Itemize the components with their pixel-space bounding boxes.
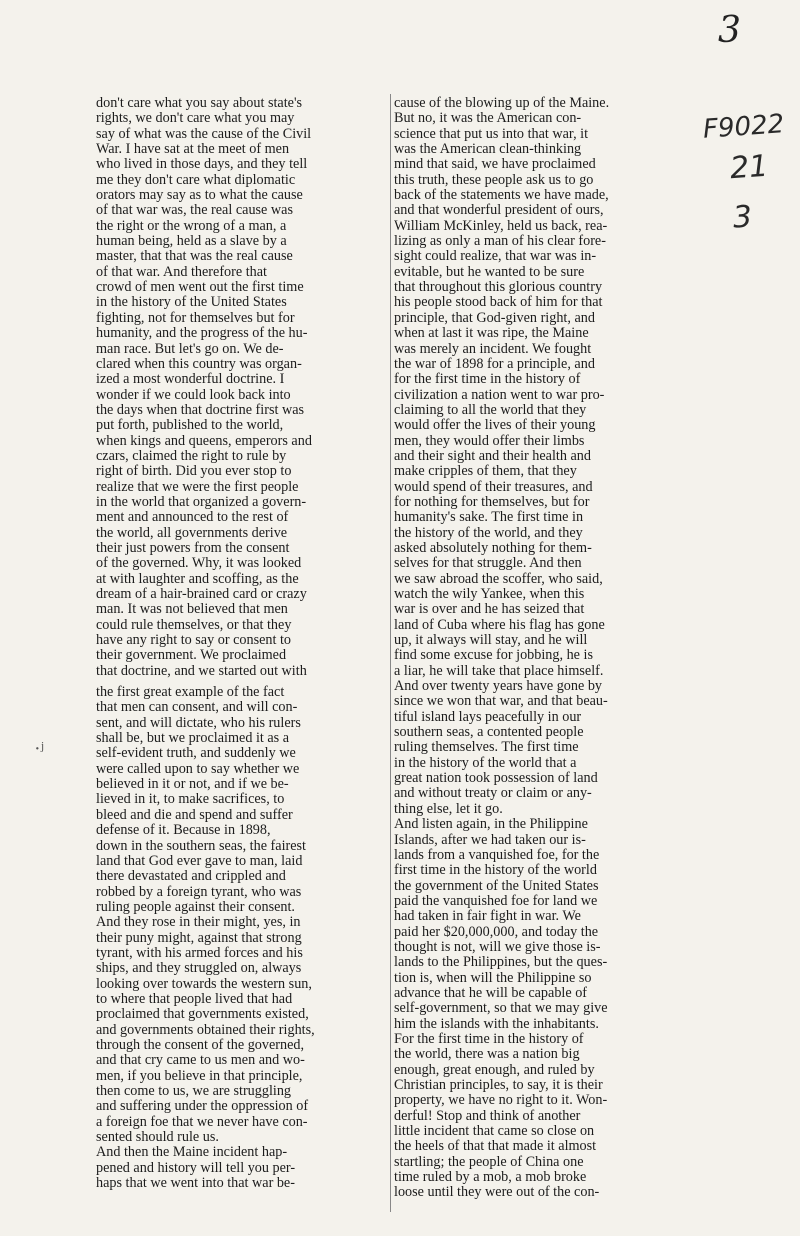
text-line: and governments obtained their rights, <box>96 1022 315 1038</box>
text-line: land of Cuba where his flag has gone <box>394 617 605 633</box>
text-line: at with laughter and scoffing, as the <box>96 571 299 587</box>
text-line: who lived in those days, and they tell <box>96 157 308 173</box>
text-line: southern seas, a contented people <box>394 725 584 741</box>
text-line: human being, held as a slave by a <box>96 234 287 250</box>
text-line: for nothing for themselves, but for <box>394 494 590 510</box>
text-line: their government. We proclaimed <box>96 648 287 664</box>
text-line: of that war. And therefore that <box>96 264 267 280</box>
text-line: were called upon to say whether we <box>96 761 300 777</box>
text-line: the government of the United States <box>394 878 599 894</box>
text-line: men, they would offer their limbs <box>394 433 585 449</box>
text-line: have any right to say or consent to <box>96 633 292 649</box>
text-line: man. It was not believed that men <box>96 602 288 618</box>
text-line: haps that we went into that war be- <box>96 1176 295 1192</box>
text-line: startling; the people of China one <box>394 1154 584 1170</box>
text-line: czars, claimed the right to rule by <box>96 448 287 464</box>
text-line: of the governed. Why, it was looked <box>96 556 302 572</box>
text-line: believed in it or not, and if we be- <box>96 777 289 793</box>
text-line: to where that people lived that had <box>96 991 293 1007</box>
text-line: when kings and queens, emperors and <box>96 433 312 449</box>
text-line: the right or the wrong of a man, a <box>96 218 287 234</box>
text-line: lands to the Philippines, but the ques- <box>394 955 608 971</box>
column-divider <box>390 94 391 1212</box>
text-line: paid the vanquished foe for land we <box>394 893 598 909</box>
text-line: in the history of the United States <box>96 295 287 311</box>
text-line: and that cry came to us men and wo- <box>96 1053 305 1069</box>
text-line: down in the southern seas, the fairest <box>96 838 306 854</box>
text-line: science that put us into that war, it <box>394 126 589 142</box>
text-line: there devastated and crippled and <box>96 869 286 885</box>
text-line: that doctrine, and we started out with <box>96 663 307 679</box>
text-line: realize that we were the first people <box>96 479 299 495</box>
text-line: their just powers from the consent <box>96 540 290 556</box>
text-line: watch the wily Yankee, when this <box>394 587 585 602</box>
text-line: up, it always will stay, and he will <box>394 633 588 649</box>
text-line: shall be, but we proclaimed it as a <box>96 731 290 747</box>
text-line: man race. But let's go on. We de- <box>96 341 284 357</box>
text-line: proclaimed that governments existed, <box>96 1007 309 1023</box>
text-line: tiful island lays peacefully in our <box>394 709 582 725</box>
text-line: advance that he will be capable of <box>394 985 588 1001</box>
text-line: asked absolutely nothing for them- <box>394 540 592 556</box>
text-line: But no, it was the American con- <box>394 111 582 127</box>
text-line: lieved in it, to make sacrifices, to <box>96 792 285 808</box>
text-line: say of what was the cause of the Civil <box>96 126 312 142</box>
text-line: lands from a vanquished foe, for the <box>394 847 600 863</box>
text-line: clared when this country was organ- <box>96 356 302 372</box>
text-line: self-evident truth, and suddenly we <box>96 746 296 762</box>
text-line: their puny might, against that strong <box>96 930 302 946</box>
text-line: sent, and will dictate, who his rulers <box>96 715 301 731</box>
text-line: For the first time in the history of <box>394 1031 584 1047</box>
text-line: and that wonderful president of ours, <box>394 203 604 219</box>
text-line: humanity's sake. The first time in <box>394 510 584 526</box>
margin-mark: ·ʲ <box>34 738 44 760</box>
text-line: ized a most wonderful doctrine. I <box>96 372 285 388</box>
text-line: claiming to all the world that they <box>394 402 587 418</box>
text-line: a foreign foe that we never have con- <box>96 1114 308 1130</box>
text-line: land that God ever gave to man, laid <box>96 853 303 869</box>
text-line: cause of the blowing up of the Maine. <box>394 96 610 111</box>
text-line: could rule themselves, or that they <box>96 617 292 633</box>
text-line: first time in the history of the world <box>394 863 597 879</box>
text-line: then come to us, we are struggling <box>96 1084 292 1099</box>
text-line: right of birth. Did you ever stop to <box>96 464 292 480</box>
text-line: had taken in fair fight in war. We <box>394 909 581 925</box>
text-line: derful! Stop and think of another <box>394 1108 581 1124</box>
text-line: crowd of men went out the first time <box>96 280 304 296</box>
text-line: tion is, when will the Philippine so <box>394 970 592 986</box>
text-line: And over twenty years have gone by <box>394 679 603 695</box>
text-line: the first great example of the fact <box>96 685 285 701</box>
text-line: men, if you believe in that principle, <box>96 1068 303 1084</box>
text-line: when at last it was ripe, the Maine <box>394 326 589 342</box>
text-line: him the islands with the inhabitants. <box>394 1016 599 1032</box>
handwritten-note-number: 21 <box>728 148 770 187</box>
text-line: ruling themselves. The first time <box>394 740 579 756</box>
text-line: orators may say as to what the cause <box>96 188 303 204</box>
text-line: his people stood back of him for that <box>394 295 603 311</box>
text-line: would spend of their treasures, and <box>394 479 593 495</box>
text-line: ment and announced to the rest of <box>96 510 289 526</box>
text-line: thing else, let it go. <box>394 801 503 817</box>
text-line: loose until they were out of the con- <box>394 1185 600 1201</box>
text-line: the heels of that that made it almost <box>394 1139 597 1155</box>
text-line: humanity, and the progress of the hu- <box>96 326 308 342</box>
text-line: selves for that struggle. And then <box>394 556 582 572</box>
text-line: and without treaty or claim or any- <box>394 786 592 802</box>
text-line: put forth, published to the world, <box>96 418 284 434</box>
text-line: Islands, after we had taken our is- <box>394 832 586 848</box>
text-line: of that war was, the real cause was <box>96 203 293 219</box>
text-line: And then the Maine incident hap- <box>96 1145 288 1161</box>
text-line: sight could realize, that war was in- <box>394 249 597 265</box>
text-line: bleed and die and spend and suffer <box>96 807 293 823</box>
text-line: property, we have no right to it. Won- <box>394 1093 608 1109</box>
text-line: that men can consent, and will con- <box>96 700 298 716</box>
text-line: William McKinley, held us back, rea- <box>394 218 608 234</box>
text-line: make cripples of them, that they <box>394 464 577 480</box>
text-line: don't care what you say about state's <box>96 96 303 111</box>
text-line: we saw abroad the scoffer, who said, <box>394 571 603 587</box>
text-line: dream of a hair-brained card or crazy <box>96 587 307 602</box>
text-line: self-government, so that we may give <box>394 1001 608 1017</box>
text-line: enough, great enough, and ruled by <box>394 1062 595 1078</box>
text-line: civilization a nation went to war pro- <box>394 387 605 403</box>
text-line: the war of 1898 for a principle, and <box>394 356 595 372</box>
text-line: looking over towards the western sun, <box>96 976 312 992</box>
text-line: find some excuse for jobbing, he is <box>394 648 593 664</box>
text-line: for the first time in the history of <box>394 372 581 388</box>
text-line: Christian principles, to say, it is their <box>394 1078 603 1093</box>
text-line: time ruled by a mob, a mob broke <box>394 1170 587 1186</box>
text-line: since we won that war, and that beau- <box>394 694 608 710</box>
handwritten-note-page: 3 <box>731 199 754 236</box>
text-line: fighting, not for themselves but for <box>96 310 295 326</box>
text-line: and suffering under the oppression of <box>96 1099 309 1115</box>
text-line: lizing as only a man of his clear fore- <box>394 234 606 250</box>
text-line: great nation took possession of land <box>394 771 598 787</box>
text-line: wonder if we could look back into <box>96 387 291 403</box>
text-line: that throughout this glorious country <box>394 280 603 296</box>
text-line: defense of it. Because in 1898, <box>96 823 271 839</box>
text-line: little incident that came so close on <box>394 1124 595 1140</box>
page-number: 3 <box>718 10 741 51</box>
text-line: a liar, he will take that place himself. <box>394 663 604 679</box>
text-line: paid her $20,000,000, and today the <box>394 924 599 940</box>
text-line: was merely an incident. We fought <box>394 341 592 357</box>
text-line: me they don't care what diplomatic <box>96 172 296 188</box>
text-line: rights, we don't care what you may <box>96 111 295 127</box>
text-line: And they rose in their might, yes, in <box>96 915 301 931</box>
text-line: back of the statements we have made, <box>394 188 609 204</box>
text-line: mind that said, we have proclaimed <box>394 157 596 173</box>
text-line: War. I have sat at the meet of men <box>96 142 290 158</box>
text-line: principle, that God-given right, and <box>394 310 595 326</box>
handwritten-note-catalog: F9022 <box>702 109 786 145</box>
text-line: the world, all governments derive <box>96 525 288 541</box>
text-line: the days when that doctrine first was <box>96 402 305 418</box>
text-line: would offer the lives of their young <box>394 418 596 434</box>
text-column-right <box>394 96 684 1201</box>
text-line: in the history of the world that a <box>394 755 577 771</box>
text-line: evitable, but he wanted to be sure <box>394 264 585 280</box>
text-line: in the world that organized a govern- <box>96 494 307 510</box>
text-line: war is over and he has seized that <box>394 602 585 618</box>
text-line: through the consent of the governed, <box>96 1037 305 1053</box>
text-line: ruling people against their consent. <box>96 899 295 915</box>
text-line: pened and history will tell you per- <box>96 1160 296 1176</box>
text-line: tyrant, with his armed forces and his <box>96 945 303 961</box>
text-column-left <box>96 96 386 1191</box>
text-line: master, that that was the real cause <box>96 249 293 265</box>
text-line: robbed by a foreign tyrant, who was <box>96 884 302 900</box>
text-line: thought is not, will we give those is- <box>394 939 601 955</box>
text-line: ships, and they struggled on, always <box>96 961 302 977</box>
text-line: the world, there was a nation big <box>394 1047 580 1063</box>
text-line: the history of the world, and they <box>394 525 583 541</box>
text-line: this truth, these people ask us to go <box>394 172 594 188</box>
text-line: sented should rule us. <box>96 1130 219 1146</box>
text-line: and their sight and their health and <box>394 448 591 464</box>
text-line: was the American clean-thinking <box>394 142 582 158</box>
text-line: And listen again, in the Philippine <box>394 817 588 833</box>
